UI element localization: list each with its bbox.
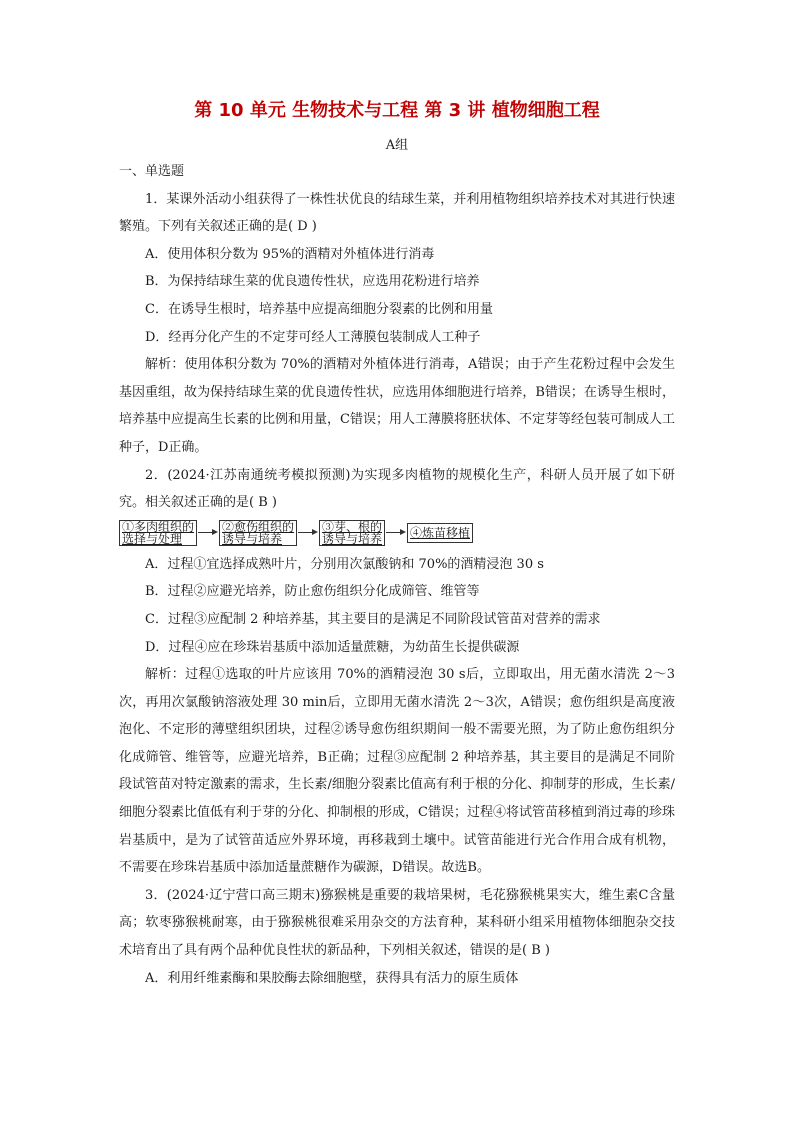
- question-2-option-d: D．过程④应在珍珠岩基质中添加适量蔗糖，为幼苗生长提供碳源: [145, 639, 520, 655]
- flow-step-2-line1: ②愈伤组织的: [222, 519, 295, 534]
- flow-arrow-icon: [385, 527, 407, 539]
- question-1-stem: 1．某课外活动小组获得了一株性状优良的结球生菜，并利用植物组织培养技术对其进行快速繁殖。下列有关叙述正确的是( D ): [119, 191, 675, 235]
- group-label: A组: [385, 138, 409, 153]
- flow-step-2: [219, 520, 297, 546]
- question-3-stem: 3．(2024·辽宁营口高三期末)猕猴桃是重要的栽培果树，毛花猕猴桃果实大，维生素C含量高；软枣猕猴桃耐寒，由于猕猴桃很难采用杂交的方法育种，某科研小组采用植物体细胞杂交技术培育出了具有两个品种优良性状的新品种，下列相关叙述，错误的是( B ): [119, 887, 675, 959]
- question-2-analysis: 解析：过程①选取的叶片应该用 70%的酒精浸泡 30 s后，立即取出，用无菌水清洗 2～3次，再用次氯酸钠溶液处理 30 min后，立即用无菌水清洗 2～3次，A错误；愈伤组织是高度液泡化、不定形的薄壁组织团块，过程②诱导愈伤组织期间一般不需要光照，为了防止愈伤组织分化成筛管、维管等，应避光培养，B正确；过程③应配制 2 种培养基，其主要目的是满足不同阶段试管苗对特定激素的需求，生长素/细胞分裂素比值高有利于根的分化、抑制芽的形成，生长素/细胞分裂素比值低有利于芽的分化、抑制根的形成，C错误；过程④将试管苗移植到消过毒的珍珠岩基质中，是为了试管苗适应外界环境，再移栽到土壤中。试管苗能进行光合作用合成有机物，不需要在珍珠岩基质中添加适量蔗糖作为碳源，D错误。故选B。: [119, 667, 675, 876]
- flow-step-1: [119, 520, 197, 546]
- flow-step-4: [407, 523, 473, 543]
- question-2-stem: 2．(2024·江苏南通统考模拟预测)为实现多肉植物的规模化生产，科研人员开展了如下研究。相关叙述正确的是( B ): [119, 467, 675, 511]
- flow-step-1-line2: 选择与处理: [122, 531, 183, 546]
- flow-arrow-icon: [297, 527, 319, 539]
- flow-step-3: [319, 520, 385, 546]
- question-2-option-c: C．过程③应配制 2 种培养基，其主要目的是满足不同阶段试管苗对营养的需求: [145, 611, 601, 627]
- question-1-option-d: D．经再分化产生的不定芽可经人工薄膜包装制成人工种子: [145, 329, 481, 345]
- question-1-analysis: 解析：使用体积分数为 70%的酒精对外植体进行消毒，A错误；由于产生花粉过程中会发生基因重组，故为保持结球生菜的优良遗传性状，应选用体细胞进行培养，B错误；在诱导生根时，培养基中应提高生长素的比例和用量，C错误；用人工薄膜将胚状体、不定芽等经包装可制成人工种子，D正确。: [119, 357, 675, 455]
- question-2-option-a: A．过程①宜选择成熟叶片，分别用次氯酸钠和 70%的酒精浸泡 30 s: [145, 556, 544, 572]
- question-3-option-a: A．利用纤维素酶和果胶酶去除细胞壁，获得具有活力的原生质体: [145, 970, 519, 986]
- flow-step-3-line2: 诱导与培养: [322, 531, 383, 546]
- question-1-option-b: B．为保持结球生菜的优良遗传性状，应选用花粉进行培养: [145, 274, 480, 290]
- section-heading: 一、单选题: [119, 164, 185, 179]
- question-1-option-c: C．在诱导生根时，培养基中应提高细胞分裂素的比例和用量: [145, 301, 493, 317]
- flow-step-4-line1: ④炼苗移植: [410, 525, 471, 540]
- question-1-option-a: A．使用体积分数为 95%的酒精对外植体进行消毒: [145, 246, 435, 262]
- content-body: [119, 158, 675, 992]
- process-flow-diagram: [119, 519, 675, 547]
- page-title: 第 10 单元 生物技术与工程 第 3 讲 植物细胞工程: [194, 100, 600, 121]
- flow-arrow-icon: [197, 527, 219, 539]
- flow-step-3-line1: ③芽、根的: [322, 519, 383, 534]
- flow-step-1-line1: ①多肉组织的: [122, 519, 195, 534]
- question-2-option-b: B．过程②应避光培养，防止愈伤组织分化成筛管、维管等: [145, 584, 480, 600]
- flow-step-2-line2: 诱导与培养: [222, 531, 283, 546]
